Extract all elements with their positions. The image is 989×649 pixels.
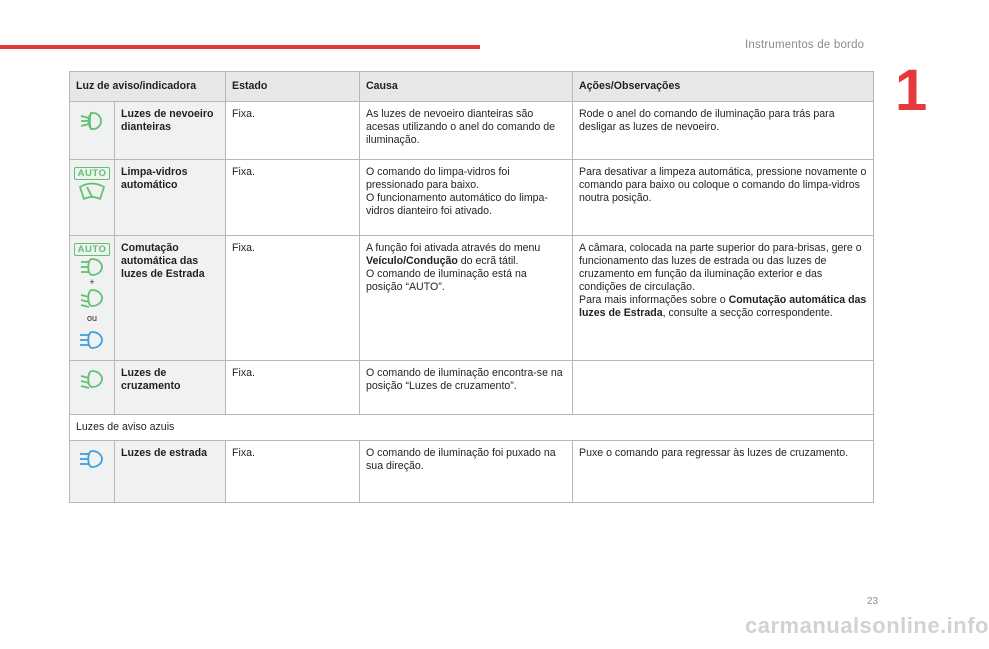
row-acoes: Para desativar a limpeza automática, pressione novamente o comando para baixo ou coloque o comando do limpa-vidros noutra posição. <box>573 160 874 236</box>
section-row <box>70 415 874 441</box>
plus-sign: + <box>89 277 95 287</box>
auto-label: AUTO <box>74 243 110 256</box>
table-row <box>70 441 874 503</box>
acoes-line-2 <box>579 294 867 320</box>
row-acoes <box>573 236 874 361</box>
table-row <box>70 160 874 236</box>
causa-line-1 <box>366 242 566 268</box>
table-row <box>70 361 874 415</box>
column-header-estado: Estado <box>226 72 360 102</box>
front-fog-lamp-icon <box>70 102 115 160</box>
section-label-blue: Luzes de aviso azuis <box>70 415 874 441</box>
low-beam-icon <box>78 288 106 308</box>
causa-line-1: O comando do limpa-vidros foi pressionado para baixo. <box>366 166 510 191</box>
acoes-bold: Comutação automática das luzes de Estrada <box>579 294 867 319</box>
causa-menu-bold: Veículo/Condução <box>366 255 458 267</box>
row-name: Comutação automática das luzes de Estrada <box>115 236 226 361</box>
column-header-luz: Luz de aviso/indicadora <box>70 72 226 102</box>
table-row <box>70 102 874 160</box>
row-name: Limpa-vidros automático <box>115 160 226 236</box>
page-number: 23 <box>866 596 878 607</box>
row-estado: Fixa. <box>226 441 360 503</box>
row-acoes <box>573 361 874 415</box>
row-name: Luzes de cruzamento <box>115 361 226 415</box>
row-estado: Fixa. <box>226 102 360 160</box>
acoes-text: Para mais informações sobre o <box>579 294 729 306</box>
auto-headlamp-icon <box>70 236 115 361</box>
ou-label: ou <box>86 313 97 323</box>
acoes-line-1: A câmara, colocada na parte superior do para-brisas, gere o funcionamento das luzes de estrada ou das luzes de cruzamento em função da iluminação exterior e das condições de circulação. <box>579 242 862 293</box>
chapter-number: 1 <box>895 58 928 123</box>
auto-label: AUTO <box>74 167 110 180</box>
row-acoes: Puxe o comando para regressar às luzes de cruzamento. <box>573 441 874 503</box>
auto-wiper-icon <box>70 160 115 236</box>
section-title: Instrumentos de bordo <box>745 39 865 51</box>
row-name: Luzes de estrada <box>115 441 226 503</box>
row-causa: As luzes de nevoeiro dianteiras são acesas utilizando o anel do comando de iluminação. <box>360 102 573 160</box>
low-beam-icon <box>70 361 115 415</box>
high-beam-blue-icon <box>77 330 107 350</box>
row-causa: O comando de iluminação encontra-se na posição “Luzes de cruzamento”. <box>360 361 573 415</box>
causa-line-2: O funcionamento automático do limpa-vidros dianteiro foi ativado. <box>366 192 548 217</box>
column-header-acoes: Ações/Observações <box>573 72 874 102</box>
table-row <box>70 236 874 361</box>
header-accent-bar <box>0 45 480 49</box>
high-beam-icon <box>78 257 106 277</box>
table-header-row <box>70 72 874 102</box>
footer-watermark: carmanualsonline.info <box>745 613 989 638</box>
high-beam-icon <box>70 441 115 503</box>
row-causa <box>360 236 573 361</box>
causa-text: A função foi ativada através do menu <box>366 242 541 254</box>
row-estado: Fixa. <box>226 361 360 415</box>
row-acoes: Rode o anel do comando de iluminação para trás para desligar as luzes de nevoeiro. <box>573 102 874 160</box>
warning-lights-table <box>69 71 874 503</box>
row-causa <box>360 160 573 236</box>
column-header-causa: Causa <box>360 72 573 102</box>
row-estado: Fixa. <box>226 236 360 361</box>
row-estado: Fixa. <box>226 160 360 236</box>
row-causa: O comando de iluminação foi puxado na sua direção. <box>360 441 573 503</box>
causa-text: do ecrã tátil. <box>457 255 519 267</box>
acoes-text: , consulte a secção correspondente. <box>662 307 833 319</box>
causa-line-2: O comando de iluminação está na posição “AUTO”. <box>366 268 527 293</box>
row-name: Luzes de nevoeiro dianteiras <box>115 102 226 160</box>
